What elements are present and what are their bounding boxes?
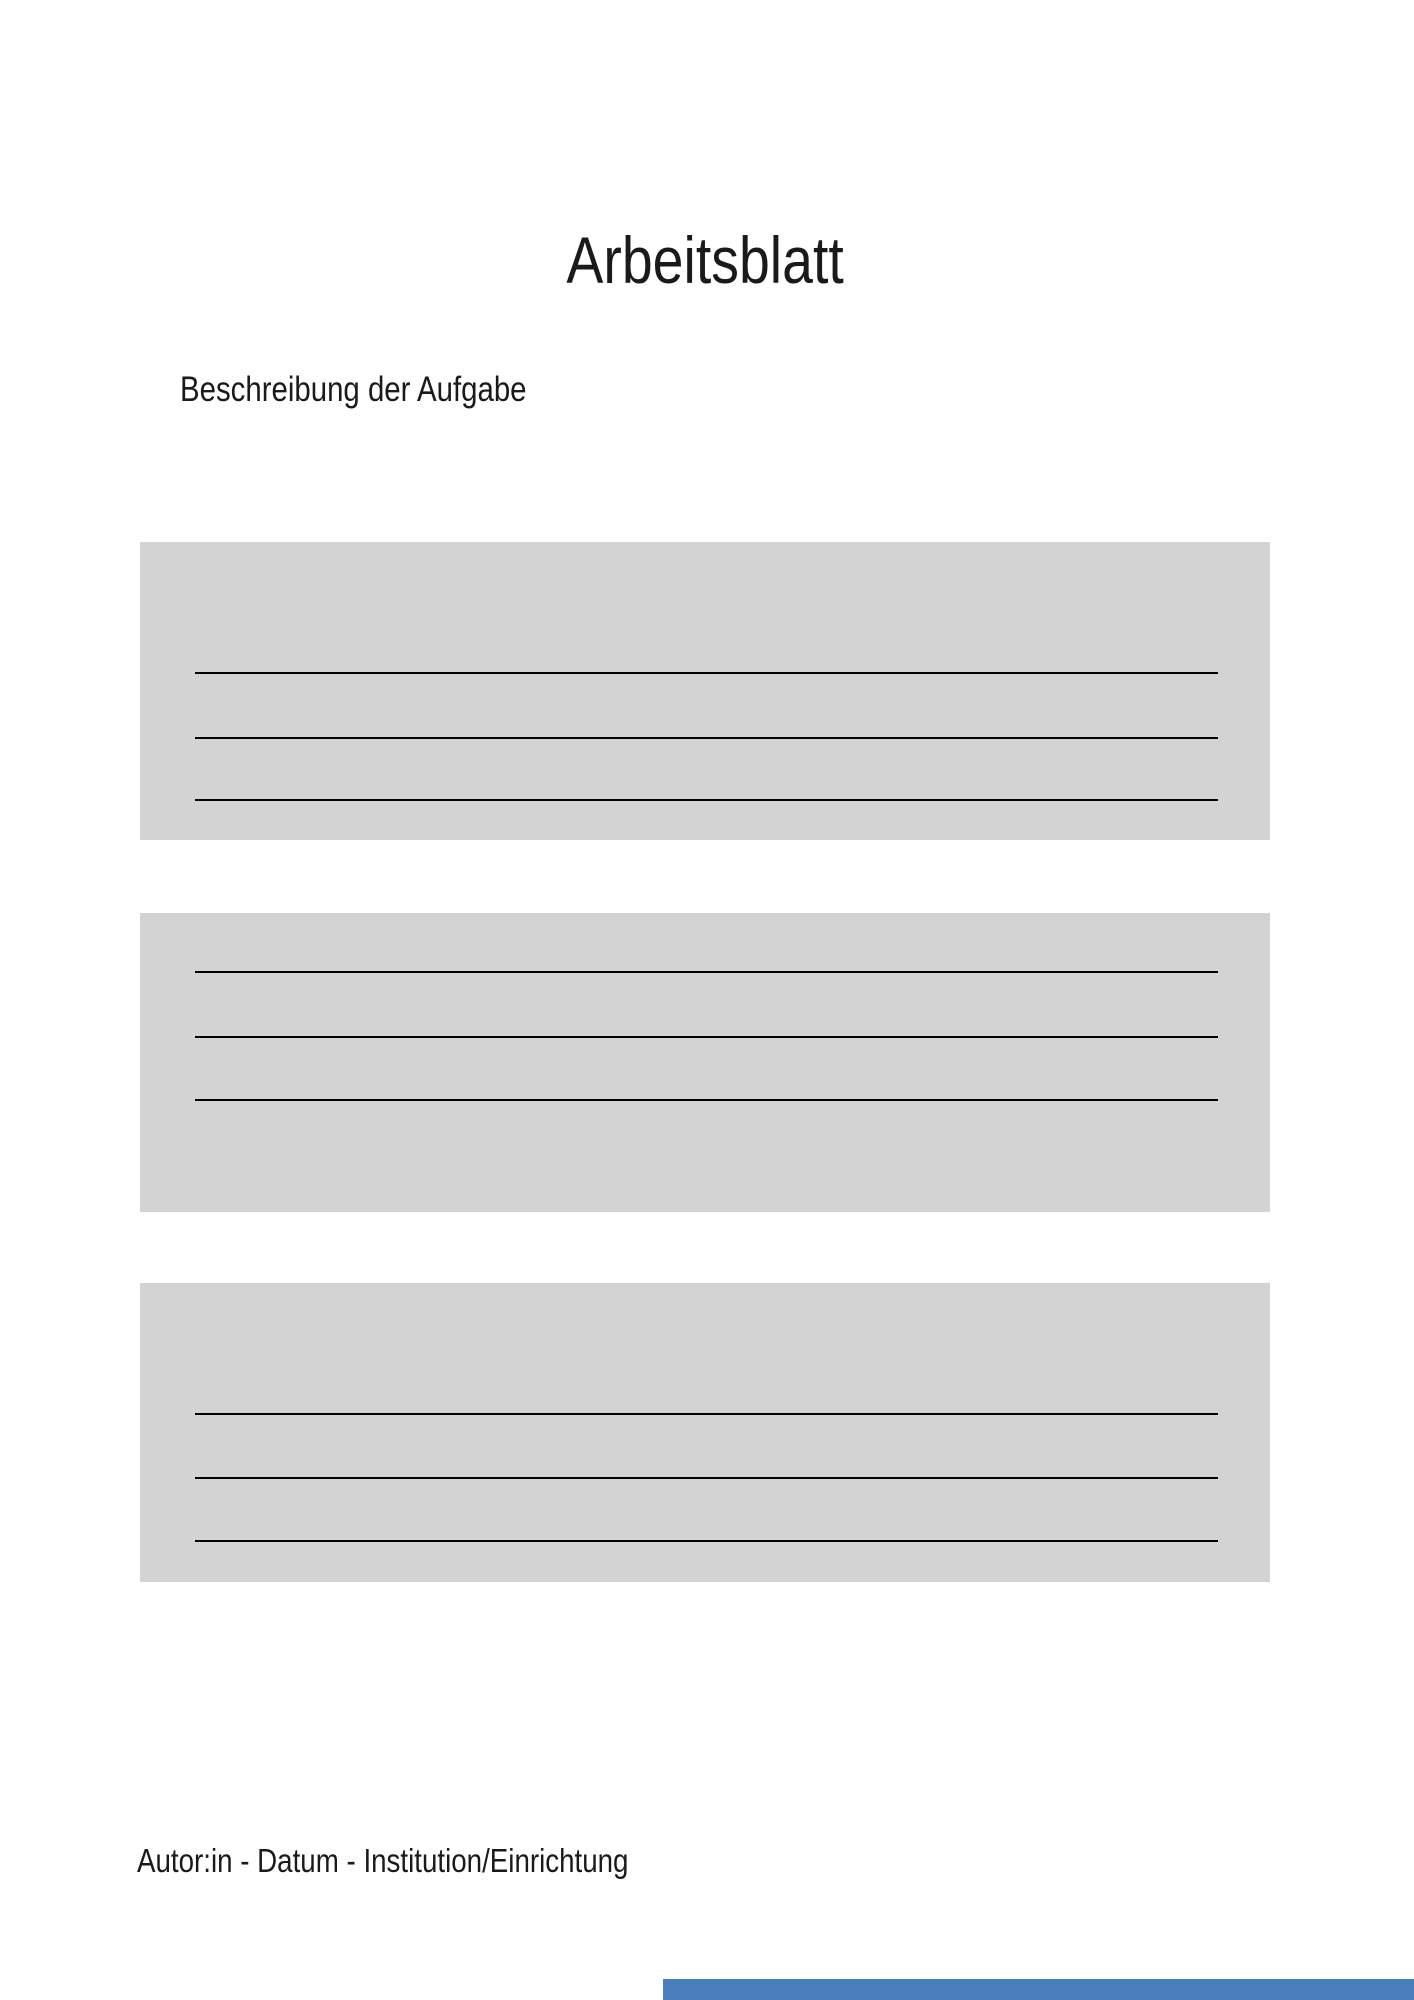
accent-bar	[663, 1979, 1414, 2000]
author-footer	[137, 1842, 722, 1880]
writing-line	[195, 1413, 1218, 1415]
writing-line	[195, 737, 1218, 739]
page-title-text: Arbeitsblatt	[566, 223, 844, 297]
writing-line	[195, 1099, 1218, 1101]
writing-line	[195, 672, 1218, 674]
writing-line	[195, 1036, 1218, 1038]
writing-line	[195, 971, 1218, 973]
answer-box-3[interactable]	[140, 1283, 1270, 1582]
page-title	[140, 222, 1270, 298]
writing-line	[195, 1540, 1218, 1542]
writing-line	[195, 799, 1218, 801]
answer-box-1[interactable]	[140, 542, 1270, 840]
task-description	[180, 370, 593, 410]
author-footer-text: Autor:in - Datum - Institution/Einrichtung	[137, 1842, 629, 1879]
answer-box-2[interactable]	[140, 913, 1270, 1212]
task-description-text: Beschreibung der Aufgabe	[180, 370, 527, 409]
writing-line	[195, 1477, 1218, 1479]
